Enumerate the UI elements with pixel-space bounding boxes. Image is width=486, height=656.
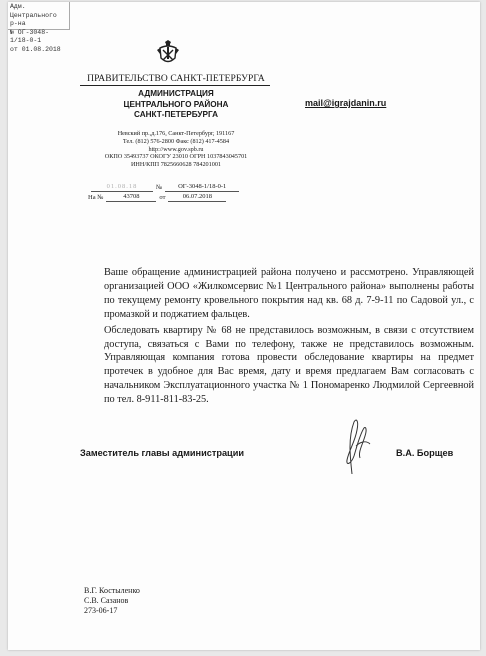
registry-codes-2: ИНН/КПП 7825660628 784201001 [130, 161, 222, 169]
outgoing-date: 01.08.18 [91, 182, 153, 192]
contact-details [76, 130, 276, 169]
administration-name [76, 89, 276, 121]
registry-codes-1: ОКПО 35493737 ОКОГУ 23010 ОГРН 1037843045701 [104, 153, 248, 161]
government-name: ПРАВИТЕЛЬСТВО САНКТ-ПЕТЕРБУРГА [87, 74, 265, 84]
signatory-name: В.А. Борщев [396, 448, 454, 458]
outgoing-row [88, 182, 242, 192]
from-label: от [159, 194, 166, 201]
executor-phone: 273-06-17 [84, 605, 118, 615]
executors-block [84, 586, 140, 615]
recipient-email: mail@igrajdanin.ru [305, 98, 387, 108]
reply-label: На № [88, 194, 104, 201]
signatory-title: Заместитель главы администрации [80, 448, 245, 458]
admin-line-2: ЦЕНТРАЛЬНОГО РАЙОНА [123, 99, 229, 109]
letter-body [76, 266, 474, 407]
coat-of-arms-icon [156, 40, 180, 66]
paragraph-2: Обследовать квартиру № 68 не представилось возможным, в связи с отсутствием доступа, связаться с Вами по телефону, также не представилось возможным. Управляющая компания готова провести обследование квартиры на предмет протечек в удобное для Вас время, дату и время предлагаем Вам согласовать с начальником Эксплуатационного участка № 1 Пономаренко Людмилой Сергеевной по тел. 8-911-811-83-25. [104, 324, 474, 406]
reply-row [88, 192, 242, 202]
website: http://www.gov.spb.ru [148, 145, 204, 153]
registration-stamp [8, 2, 70, 53]
phone-fax: Тел. (812) 576-2800 Факс (812) 417-4584 [122, 137, 230, 145]
address: Невский пр.,д.176, Санкт-Петербург, 191167 [117, 130, 235, 137]
stamp-line-1: Адм. Центрального р-на [10, 3, 57, 27]
stamp-line-3: от 01.08.2018 [10, 45, 61, 53]
reply-number: 43708 [106, 192, 156, 202]
handwritten-signature [336, 416, 376, 476]
stamp-line-2: № ОГ-3048-1/18-0-1 [10, 28, 50, 44]
admin-line-1: АДМИНИСТРАЦИЯ [138, 89, 214, 98]
number-label: № [156, 184, 163, 191]
paragraph-1: Ваше обращение администрацией района получено и рассмотрено. Управляющей организацией ООО «Жилкомсервис №1 Центрального района» выполнены работы по текущему ремонту кровельного покрытия над кв. 68 д. 7-9-11 по Садовой ул., с промазкой и поджатием фальцев. [104, 267, 474, 320]
reply-date: 06.07.2018 [168, 192, 226, 202]
admin-line-3: САНКТ-ПЕТЕРБУРГА [133, 110, 218, 119]
registration-block [88, 182, 242, 202]
executor-1: В.Г. Костыленко [84, 586, 140, 595]
executor-2: С.В. Сазанов [84, 595, 129, 605]
letterhead-divider [80, 85, 270, 86]
letter-page [8, 2, 480, 650]
outgoing-number: ОГ-3048-1/18-0-1 [165, 182, 239, 192]
